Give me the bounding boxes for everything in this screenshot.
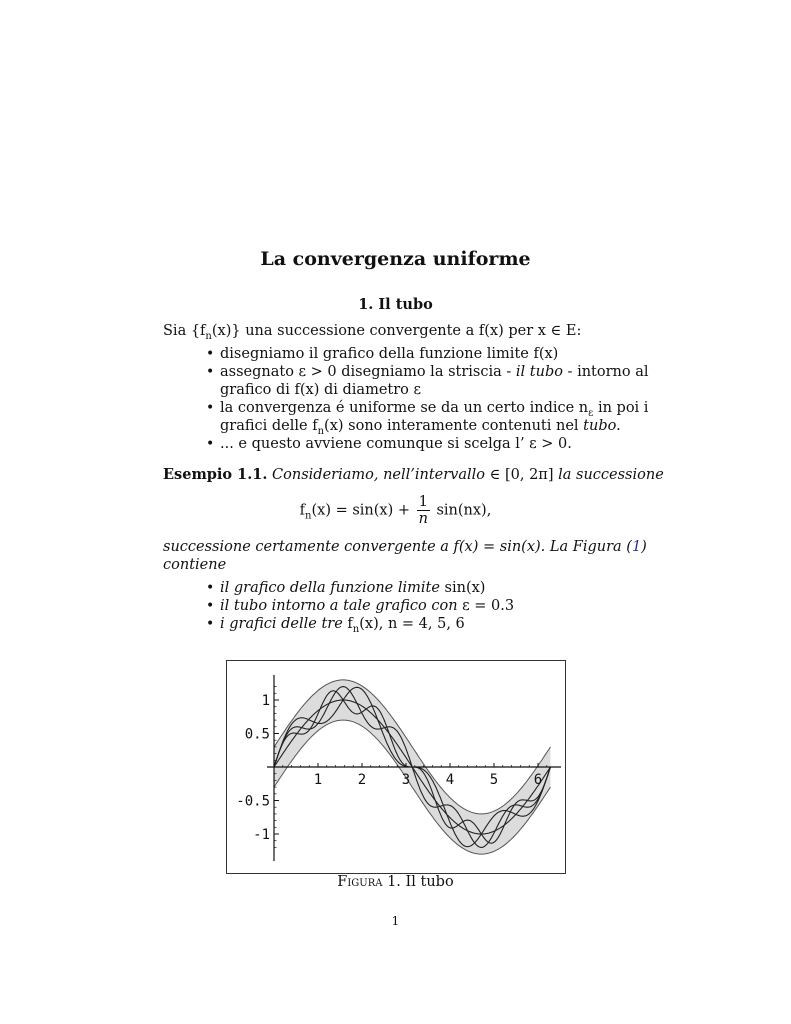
example-continuation-2: contiene xyxy=(163,557,227,573)
bullet-item-1: disegniamo il grafico della funzione limite f(x) xyxy=(220,346,559,362)
example-item-3: i grafici delle tre $f_n(x)$, n = 4, 5, 6 xyxy=(220,616,465,635)
x-tick-label: 6 xyxy=(533,772,543,788)
bullet-item-3: la convergenza é uniforme se da un certo indice $n_\varepsilon$ in poi i xyxy=(220,400,649,419)
x-tick-label: 4 xyxy=(445,772,455,788)
figure-reference-link[interactable]: 1 xyxy=(631,539,642,555)
bullet-icon: • xyxy=(206,364,215,380)
formula: $f_n(x) = \sin(x)$ + $\frac{1}{n}$ sin(nx), xyxy=(299,494,492,527)
example-item-1: il grafico della funzione limite sin(x) xyxy=(220,580,486,596)
x-tick-label: 2 xyxy=(357,772,367,788)
figure-caption: Figura 1. Il tubo xyxy=(337,874,454,890)
bullet-item-2-cont: grafico di f(x) di diametro ε xyxy=(220,382,422,398)
y-tick-label: 0.5 xyxy=(244,726,270,743)
x-tick-label: 1 xyxy=(313,772,323,788)
bullet-icon: • xyxy=(206,580,215,596)
bullet-icon: • xyxy=(206,346,215,362)
bullet-icon: • xyxy=(206,598,215,614)
y-tick-label: 1 xyxy=(261,693,270,709)
intro-line: Sia $\{f_n(x)\}$ una successione convergente a f(x) per x ∈ E: xyxy=(163,323,582,342)
x-tick-label: 5 xyxy=(489,772,499,788)
bullet-icon: • xyxy=(206,616,215,632)
bullet-icon: • xyxy=(206,436,215,452)
fraction: $\frac{1}{n}$ xyxy=(418,494,428,527)
example-item-2: il tubo intorno a tale grafico con ε = 0.3 xyxy=(220,598,515,614)
example-intro: Esempio 1.1. Consideriamo, nell’intervallo ∈ [0, 2π] la successione xyxy=(163,466,664,483)
bullet-item-3-cont: grafici delle $f_n(x)$ sono interamente contenuti nel tubo. xyxy=(220,418,621,437)
figure-frame xyxy=(226,660,566,874)
bullet-item-2: assegnato ε > 0 disegniamo la striscia - il tubo - intorno al xyxy=(220,364,649,380)
page-title: La convergenza uniforme xyxy=(260,248,531,270)
x-tick-label: 3 xyxy=(401,772,411,788)
page-number: 1 xyxy=(391,914,400,928)
y-tick-label: -0.5 xyxy=(236,793,270,810)
tube-chart xyxy=(227,661,565,873)
example-continuation: successione certamente convergente a f(x) = sin(x). La Figura (1) xyxy=(163,539,647,555)
bullet-item-4: ... e questo avviene comunque si scelga l’ ε > 0. xyxy=(220,436,572,452)
y-tick-label: -1 xyxy=(253,827,270,843)
bullet-icon: • xyxy=(206,400,215,416)
section-heading: 1. Il tubo xyxy=(358,296,433,313)
